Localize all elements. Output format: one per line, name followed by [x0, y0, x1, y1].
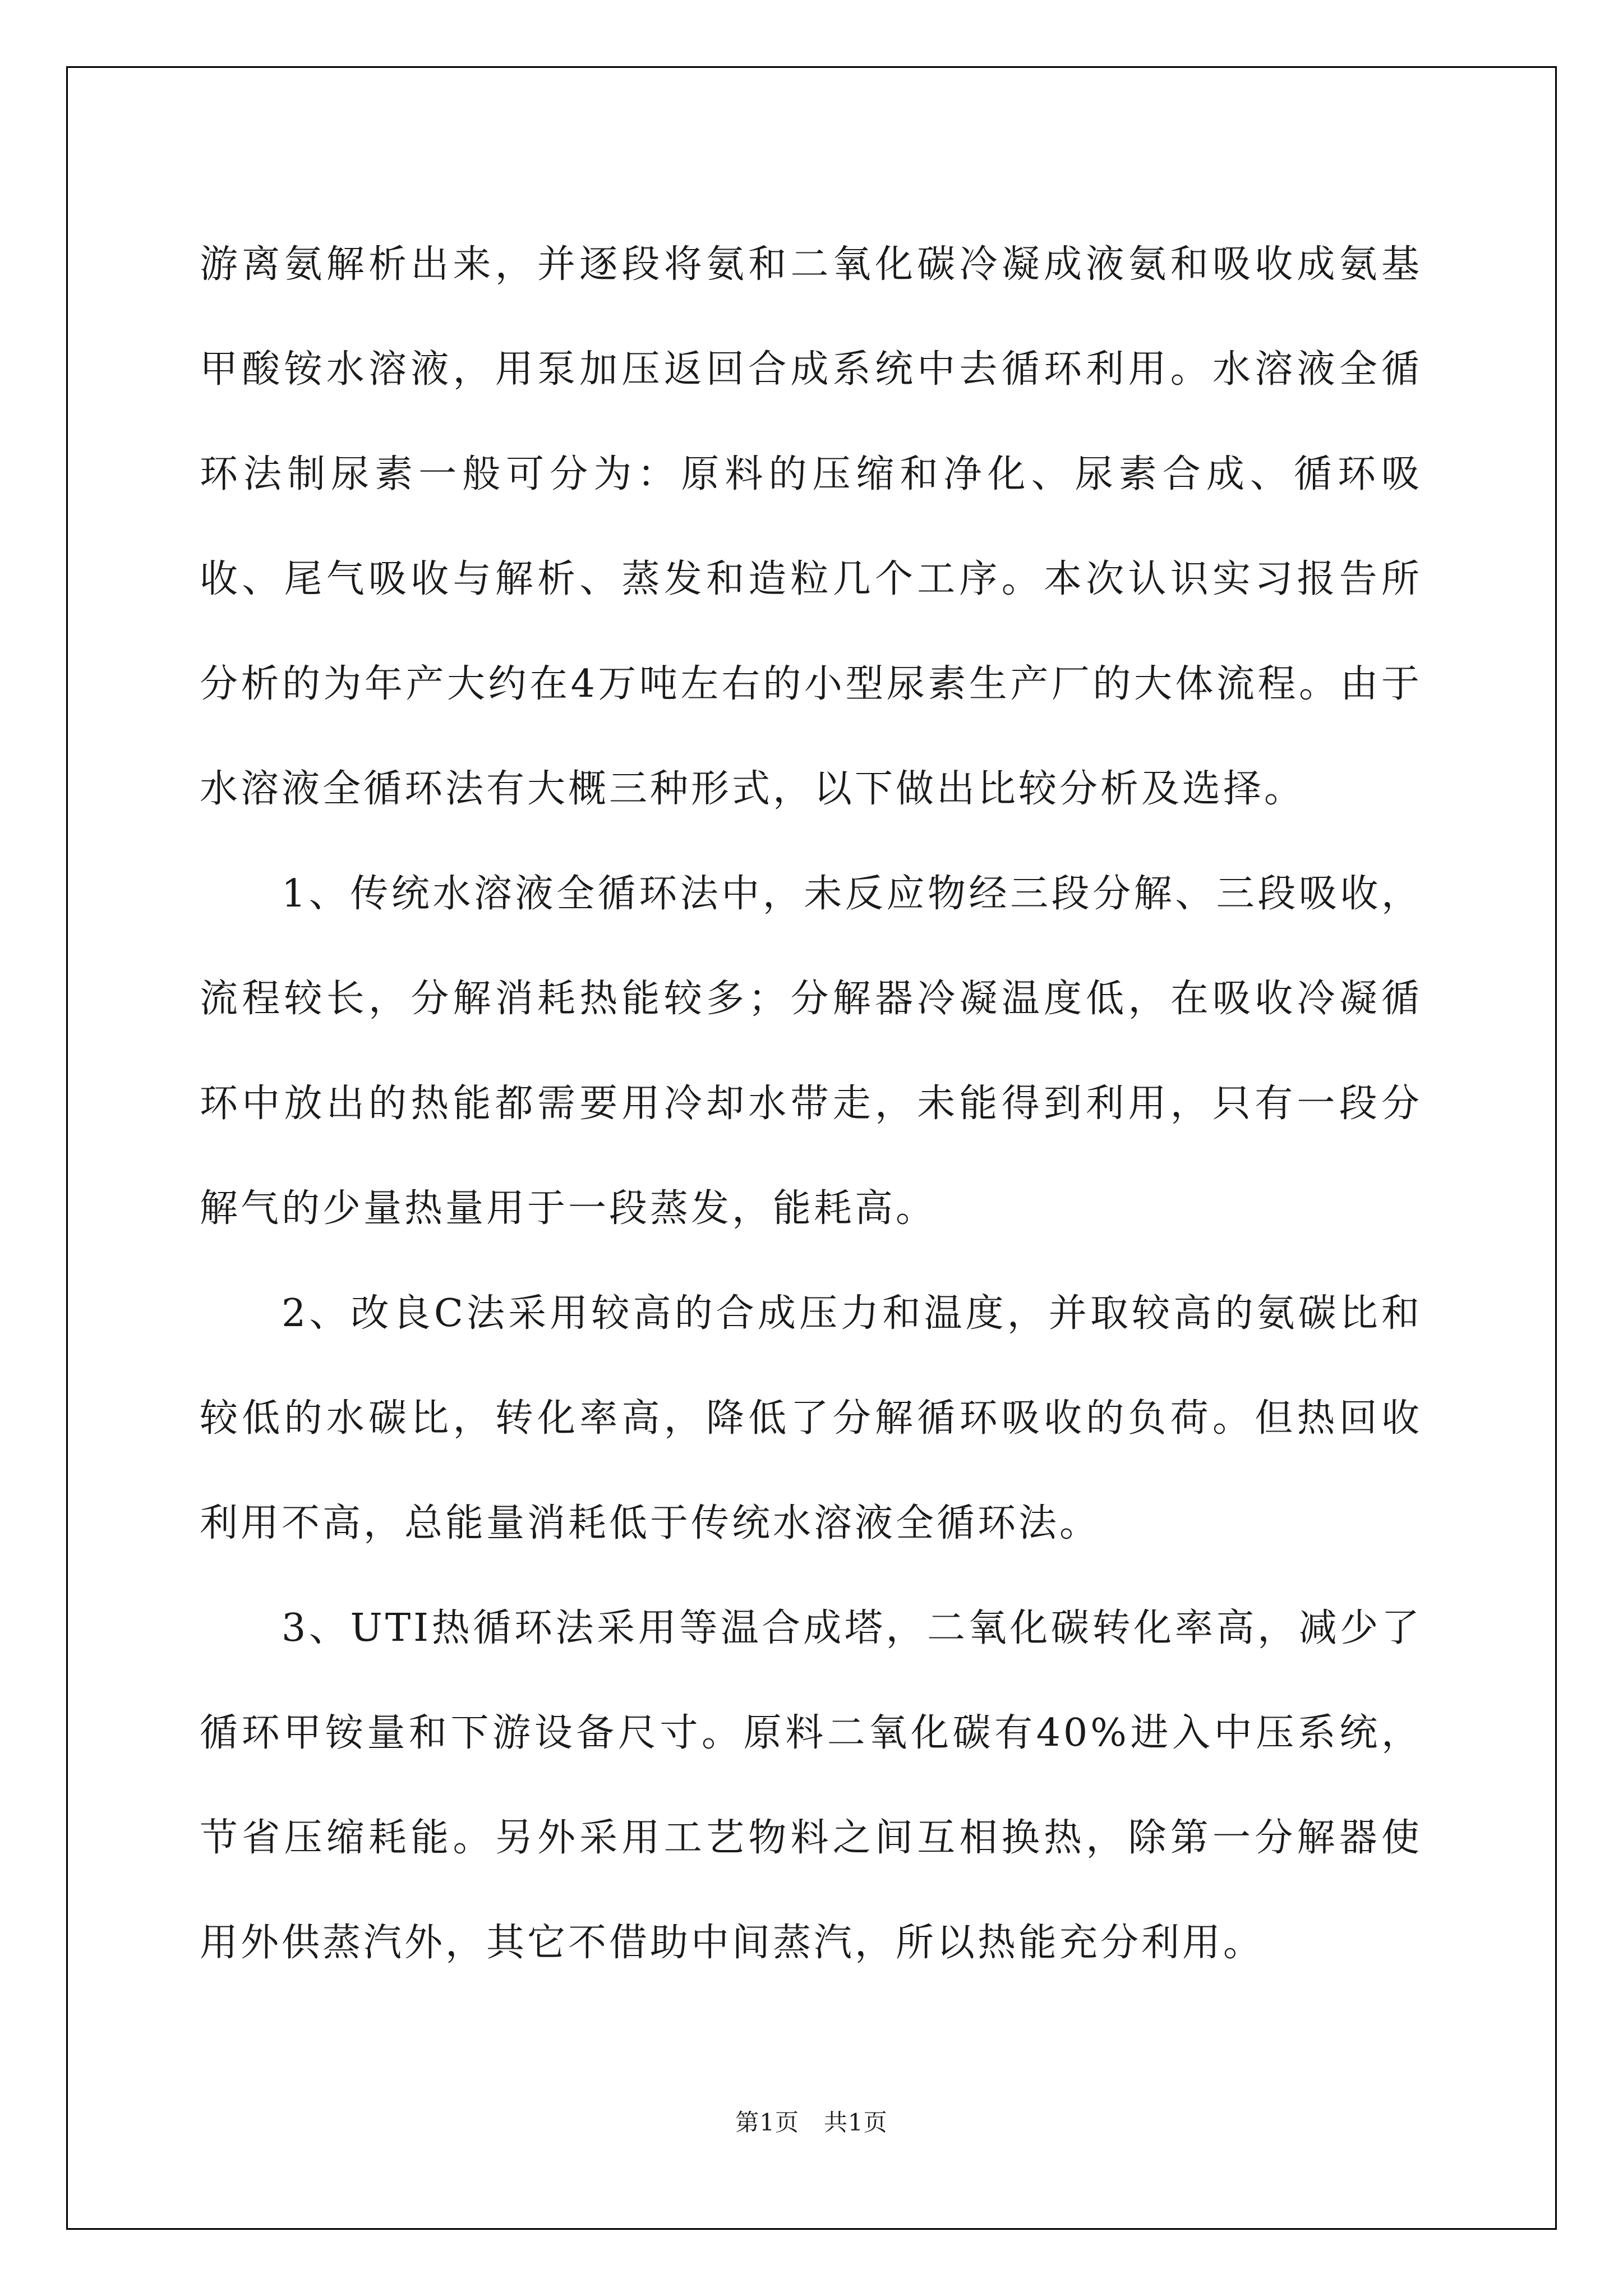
page-number-total: 共1页 — [824, 2109, 888, 2136]
page-footer — [0, 2107, 1623, 2138]
paragraph-item-2: 2、改良C法采用较高的合成压力和温度，并取较高的氨碳比和较低的水碳比，转化率高，降低了分解循环吸收的负荷。但热回收利用不高，总能量消耗低于传统水溶液全循环法。 — [200, 1291, 1422, 1545]
paragraph-item-1: 1、传统水溶液全循环法中，未反应物经三段分解、三段吸收，流程较长，分解消耗热能较多；分解器冷凝温度低，在吸收冷凝循环中放出的热能都需要用冷却水带走，未能得到利用，只有一段分解气的少量热量用于一段蒸发，能耗高。 — [200, 872, 1422, 1231]
paragraph-item-3: 3、UTI热循环法采用等温合成塔，二氧化碳转化率高，减少了循环甲铵量和下游设备尺寸。原料二氧化碳有40%进入中压系统，节省压缩耗能。另外采用工艺物料之间互相换热，除第一分解器使用外供蒸汽外，其它不借助中间蒸汽，所以热能充分利用。 — [200, 1606, 1422, 1965]
document-body — [200, 212, 1422, 1995]
paragraph-intro: 游离氨解析出来，并逐段将氨和二氧化碳冷凝成液氨和吸收成氨基甲酸铵水溶液，用泵加压返回合成系统中去循环利用。水溶液全循环法制尿素一般可分为：原料的压缩和净化、尿素合成、循环吸收、尾气吸收与解析、蒸发和造粒几个工序。本次认识实习报告所分析的为年产大约在4万吨左右的小型尿素生产厂的大体流程。由于水溶液全循环法有大概三种形式，以下做出比较分析及选择。 — [200, 242, 1422, 811]
page-number-current: 第1页 — [735, 2109, 799, 2136]
